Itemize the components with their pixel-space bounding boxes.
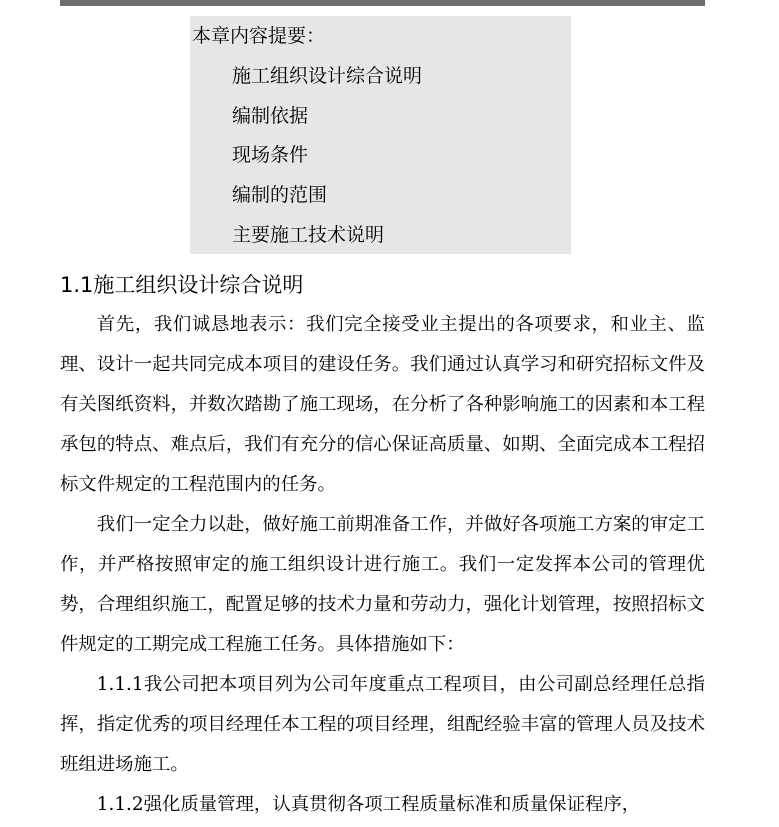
summary-item: 编制的范围 xyxy=(232,184,328,206)
paragraph: 我们一定全力以赴，做好施工前期准备工作，并做好各项施工方案的审定工作，并严格按照审定的施工组织设计进行施工。我们一定发挥本公司的管理优势，合理组织施工，配置足够的技术力量和劳动力，强化计划管理，按照招标文件规定的工期完成工程施工任务。具体措施如下： xyxy=(60,514,705,655)
chapter-summary-box xyxy=(190,16,571,254)
summary-item: 编制依据 xyxy=(232,105,309,127)
top-rule xyxy=(60,0,705,6)
paragraph: 1.1.1我公司把本项目列为公司年度重点工程项目，由公司副总经理任总指挥，指定优秀的项目经理任本工程的项目经理，组配经验丰富的管理人员及技术班组进场施工。 xyxy=(60,674,705,775)
summary-item: 主要施工技术说明 xyxy=(232,224,385,246)
paragraph: 1.1.2强化质量管理，认真贯彻各项工程质量标准和质量保证程序， xyxy=(96,794,641,815)
paragraph: 首先，我们诚恳地表示：我们完全接受业主提出的各项要求，和业主、监理、设计一起共同完成本项目的建设任务。我们通过认真学习和研究招标文件及有关图纸资料，并数次踏勘了施工现场，在分析了各种影响施工的因素和本工程承包的特点、难点后，我们有充分的信心保证高质量、如期、全面完成本工程招标文件规定的工程范围内的任务。 xyxy=(60,314,705,495)
summary-title: 本章内容提要： xyxy=(192,25,326,47)
summary-item: 现场条件 xyxy=(232,144,309,166)
section-heading: 1.1施工组织设计综合说明 xyxy=(60,273,304,297)
summary-item: 施工组织设计综合说明 xyxy=(232,65,423,87)
body-text xyxy=(60,305,705,825)
